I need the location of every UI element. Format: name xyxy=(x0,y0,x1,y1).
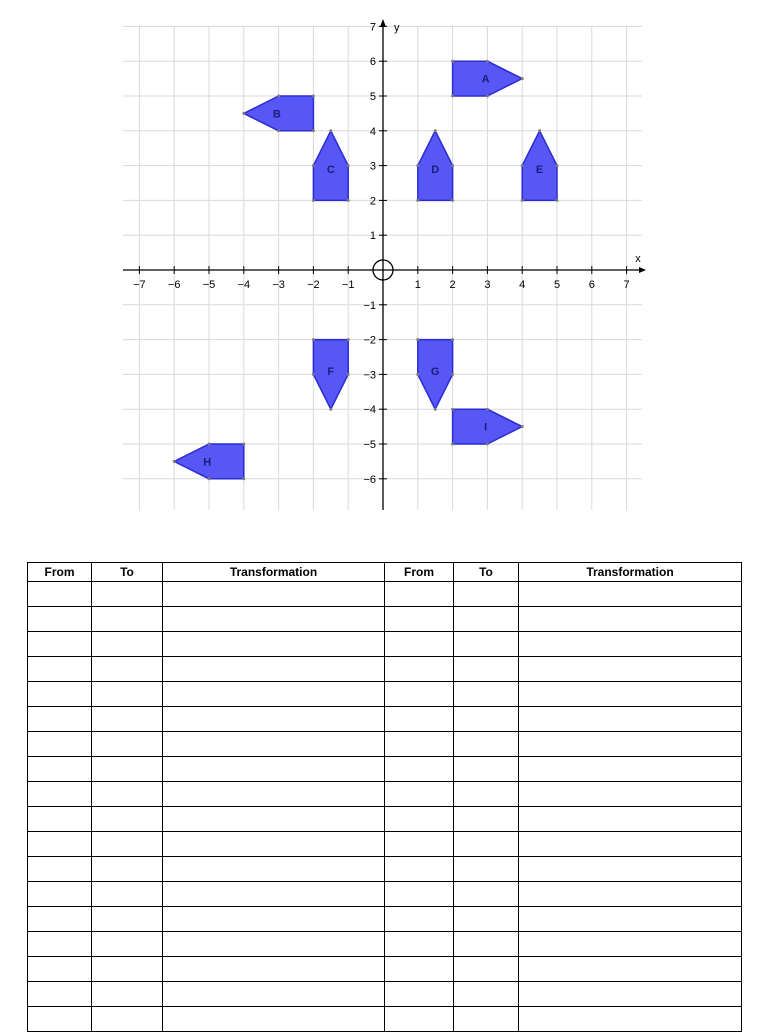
table-row xyxy=(28,732,742,757)
vertex-point xyxy=(451,443,454,446)
table-cell xyxy=(454,807,519,832)
shape-label-a: A xyxy=(481,73,490,86)
table-cell xyxy=(163,782,385,807)
table-cell xyxy=(385,807,454,832)
vertex-point xyxy=(312,373,315,376)
table-cell xyxy=(163,857,385,882)
vertex-point xyxy=(242,112,245,115)
table-row xyxy=(28,682,742,707)
table-cell xyxy=(163,907,385,932)
table-cell xyxy=(92,732,163,757)
table-cell xyxy=(163,757,385,782)
table-row xyxy=(28,932,742,957)
x-tick-label: −6 xyxy=(167,279,181,291)
vertex-point xyxy=(451,199,454,202)
y-tick-label: −2 xyxy=(363,334,376,347)
y-tick-label: 7 xyxy=(369,21,376,34)
table-cell xyxy=(519,907,742,932)
header-from: From xyxy=(28,563,92,582)
table-cell xyxy=(519,932,742,957)
table-cell xyxy=(454,757,519,782)
header-transformation: Transformation xyxy=(519,563,742,582)
table-cell xyxy=(454,632,519,657)
x-tick-label: 3 xyxy=(484,279,491,291)
table-cell xyxy=(519,657,742,682)
table-cell xyxy=(519,707,742,732)
table-row xyxy=(28,907,742,932)
y-tick-label: −6 xyxy=(363,473,376,486)
y-tick-label: 1 xyxy=(369,230,376,243)
table-cell xyxy=(92,807,163,832)
table-cell xyxy=(385,857,454,882)
table-cell xyxy=(92,982,163,1007)
table-cell xyxy=(28,857,92,882)
table-cell xyxy=(92,1007,163,1032)
vertex-point xyxy=(434,408,437,411)
tick-labels xyxy=(133,21,630,485)
y-tick-label: 3 xyxy=(369,160,376,173)
table-cell xyxy=(385,782,454,807)
shape-label-h: H xyxy=(203,456,212,469)
shape-label-g: G xyxy=(430,365,440,378)
x-tick-label: 2 xyxy=(449,279,456,291)
table-cell xyxy=(519,607,742,632)
table-cell xyxy=(519,982,742,1007)
table-row xyxy=(28,782,742,807)
table-cell xyxy=(163,607,385,632)
y-tick-label: 4 xyxy=(369,125,376,138)
table-cell xyxy=(519,757,742,782)
transformation-table xyxy=(27,562,742,1032)
table-row xyxy=(28,832,742,857)
x-tick-label: 5 xyxy=(553,279,561,291)
table-cell xyxy=(92,607,163,632)
table-cell xyxy=(92,857,163,882)
axes xyxy=(123,19,646,510)
table-cell xyxy=(519,857,742,882)
vertex-point xyxy=(312,199,315,202)
table-cell xyxy=(454,657,519,682)
vertex-point xyxy=(312,164,315,167)
table-cell xyxy=(163,1007,385,1032)
table-cell xyxy=(519,682,742,707)
table-cell xyxy=(28,632,92,657)
table-row xyxy=(28,607,742,632)
table-cell xyxy=(519,782,742,807)
table-cell xyxy=(454,832,519,857)
vertex-point xyxy=(347,373,350,376)
table-cell xyxy=(163,732,385,757)
x-tick-label: 6 xyxy=(588,279,595,291)
table-cell xyxy=(454,907,519,932)
table-row xyxy=(28,882,742,907)
table-cell xyxy=(28,757,92,782)
shape-label-b: B xyxy=(272,108,281,121)
table-cell xyxy=(519,632,742,657)
table-cell xyxy=(28,582,92,607)
y-tick-label: 2 xyxy=(369,195,376,208)
table-cell xyxy=(92,632,163,657)
table-cell xyxy=(28,657,92,682)
vertex-point xyxy=(521,425,524,428)
table-cell xyxy=(454,957,519,982)
table-cell xyxy=(92,582,163,607)
vertex-point xyxy=(416,373,419,376)
table-cell xyxy=(454,582,519,607)
x-tick-label: −3 xyxy=(272,279,285,291)
vertex-point xyxy=(329,408,332,411)
x-tick-label: −4 xyxy=(237,279,251,291)
shape-label-i: I xyxy=(484,421,488,434)
table-header-row xyxy=(28,563,742,582)
table-cell xyxy=(92,832,163,857)
vertex-point xyxy=(556,199,559,202)
vertex-point xyxy=(451,373,454,376)
x-tick-label: 4 xyxy=(519,279,526,291)
vertex-point xyxy=(538,129,541,132)
table-cell xyxy=(92,682,163,707)
table-cell xyxy=(385,732,454,757)
table-cell xyxy=(92,882,163,907)
table-row xyxy=(28,632,742,657)
table-cell xyxy=(163,957,385,982)
table-cell xyxy=(28,682,92,707)
vertex-point xyxy=(451,95,454,98)
vertex-point xyxy=(451,60,454,63)
table-cell xyxy=(92,782,163,807)
table-cell xyxy=(454,857,519,882)
table-cell xyxy=(454,607,519,632)
table-cell xyxy=(385,1007,454,1032)
shape-i xyxy=(453,409,523,444)
x-tick-label: −2 xyxy=(307,279,320,291)
header-from: From xyxy=(385,563,454,582)
table-cell xyxy=(163,832,385,857)
x-axis-arrowhead xyxy=(639,267,646,273)
table-row xyxy=(28,757,742,782)
table-cell xyxy=(385,582,454,607)
table-cell xyxy=(92,657,163,682)
table-cell xyxy=(163,582,385,607)
vertex-point xyxy=(416,338,419,341)
vertex-point xyxy=(521,199,524,202)
table-cell xyxy=(28,907,92,932)
table-cell xyxy=(385,682,454,707)
table-cell xyxy=(454,682,519,707)
vertex-point xyxy=(347,338,350,341)
table-cell xyxy=(385,957,454,982)
vertex-point xyxy=(486,60,489,63)
shape-label-f: F xyxy=(327,365,335,378)
table-cell xyxy=(28,807,92,832)
table-cell xyxy=(385,657,454,682)
table-cell xyxy=(28,832,92,857)
header-transformation: Transformation xyxy=(163,563,385,582)
table-cell xyxy=(28,982,92,1007)
table-cell xyxy=(454,932,519,957)
table-cell xyxy=(519,732,742,757)
table-cell xyxy=(92,907,163,932)
table-cell xyxy=(519,1007,742,1032)
vertex-point xyxy=(556,164,559,167)
y-axis-arrowhead xyxy=(380,19,386,27)
table-cell xyxy=(163,632,385,657)
table-cell xyxy=(163,932,385,957)
table-row xyxy=(28,657,742,682)
vertex-point xyxy=(242,477,245,480)
table-cell xyxy=(163,657,385,682)
vertex-point xyxy=(451,164,454,167)
y-tick-label: 6 xyxy=(369,56,376,69)
shape-label-d: D xyxy=(431,164,440,177)
table-cell xyxy=(385,757,454,782)
table-cell xyxy=(163,882,385,907)
table-cell xyxy=(92,757,163,782)
vertex-point xyxy=(451,338,454,341)
table-cell xyxy=(28,732,92,757)
table-cell xyxy=(519,582,742,607)
table-row xyxy=(28,982,742,1007)
table-cell xyxy=(519,957,742,982)
x-tick-label: −1 xyxy=(341,279,355,291)
x-tick-label: 1 xyxy=(414,279,421,291)
header-to: To xyxy=(454,563,519,582)
vertex-point xyxy=(208,477,211,480)
table-cell xyxy=(385,632,454,657)
y-tick-label: −1 xyxy=(363,299,376,312)
y-tick-label: −5 xyxy=(363,439,376,451)
vertex-point xyxy=(451,408,454,411)
vertex-point xyxy=(242,443,245,446)
x-tick-label: −5 xyxy=(202,279,216,291)
table-cell xyxy=(28,782,92,807)
table-cell xyxy=(519,832,742,857)
vertex-point xyxy=(416,164,419,167)
table-cell xyxy=(385,882,454,907)
x-tick-label: −7 xyxy=(133,279,146,291)
table-cell xyxy=(28,1007,92,1032)
header-to: To xyxy=(92,563,163,582)
table-cell xyxy=(454,782,519,807)
table-cell xyxy=(28,882,92,907)
table-cell xyxy=(454,732,519,757)
vertex-point xyxy=(329,129,332,132)
table-cell xyxy=(385,707,454,732)
vertex-point xyxy=(173,460,176,463)
table-cell xyxy=(92,707,163,732)
table-row xyxy=(28,857,742,882)
table-cell xyxy=(385,907,454,932)
vertex-point xyxy=(521,164,524,167)
vertex-point xyxy=(208,443,211,446)
vertex-point xyxy=(521,77,524,80)
table-row xyxy=(28,582,742,607)
table-cell xyxy=(454,882,519,907)
table-cell xyxy=(454,982,519,1007)
x-tick-label: 7 xyxy=(623,279,630,291)
vertex-point xyxy=(277,95,280,98)
table-row xyxy=(28,707,742,732)
table-cell xyxy=(163,807,385,832)
y-tick-label: −3 xyxy=(363,369,376,382)
vertex-point xyxy=(347,199,350,202)
shape-label-c: C xyxy=(326,164,335,177)
y-tick-label: 5 xyxy=(369,91,376,103)
vertex-point xyxy=(347,164,350,167)
vertex-point xyxy=(416,199,419,202)
table-cell xyxy=(163,982,385,1007)
table-cell xyxy=(385,832,454,857)
table-row xyxy=(28,1007,742,1032)
table-cell xyxy=(28,957,92,982)
table-cell xyxy=(92,932,163,957)
vertex-point xyxy=(312,129,315,132)
y-tick-label: −4 xyxy=(363,404,376,417)
table-cell xyxy=(519,807,742,832)
vertex-point xyxy=(312,95,315,98)
vertex-point xyxy=(486,95,489,98)
table-cell xyxy=(385,982,454,1007)
table-cell xyxy=(454,1007,519,1032)
table-cell xyxy=(28,707,92,732)
table-cell xyxy=(92,957,163,982)
table-cell xyxy=(519,882,742,907)
table-cell xyxy=(385,607,454,632)
y-axis-label: y xyxy=(394,22,400,34)
vertex-point xyxy=(312,338,315,341)
vertex-point xyxy=(434,129,437,132)
table-row xyxy=(28,957,742,982)
table-cell xyxy=(28,932,92,957)
x-axis-label: x xyxy=(635,253,641,265)
table-cell xyxy=(163,707,385,732)
table-row xyxy=(28,807,742,832)
table-cell xyxy=(454,707,519,732)
shape-label-e: E xyxy=(535,164,544,177)
vertex-point xyxy=(277,129,280,132)
table-cell xyxy=(163,682,385,707)
vertex-point xyxy=(486,443,489,446)
vertex-point xyxy=(486,408,489,411)
table-cell xyxy=(385,932,454,957)
table-cell xyxy=(28,607,92,632)
